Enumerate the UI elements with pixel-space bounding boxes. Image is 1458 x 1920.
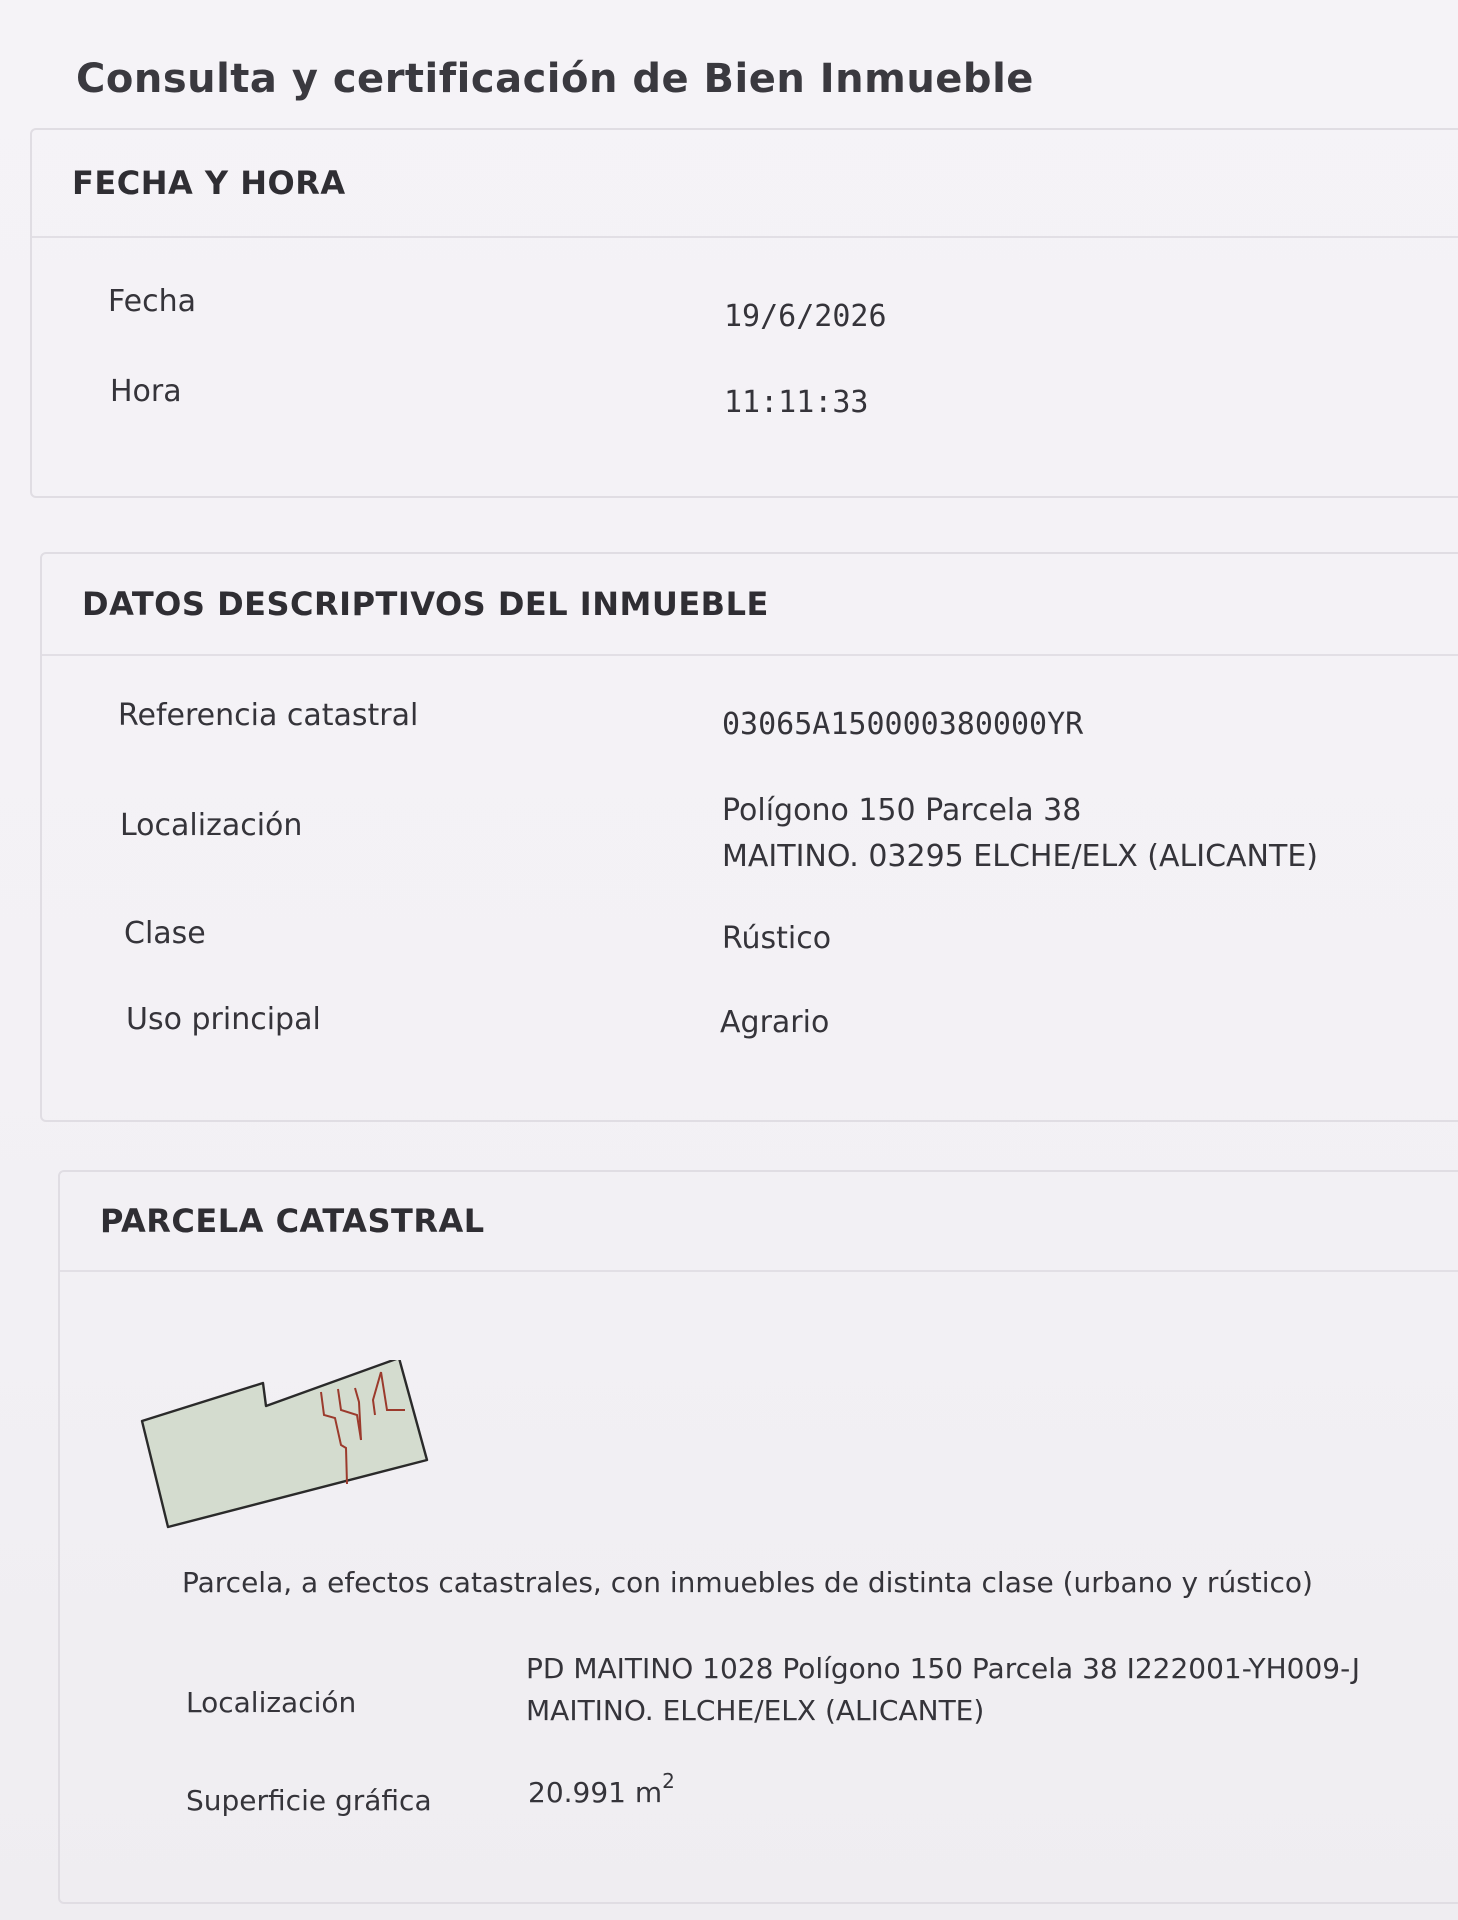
parcela-catastral-header — [60, 1172, 1458, 1272]
superficie-number: 20.991 m — [528, 1776, 663, 1809]
referencia-value: 03065A150000380000YR — [722, 707, 1084, 742]
parcela-localizacion-line1: PD MAITINO 1028 Polígono 150 Parcela 38 I222001-YH009-J — [526, 1652, 1361, 1685]
parcela-localizacion-line2: MAITINO. ELCHE/ELX (ALICANTE) — [526, 1694, 985, 1727]
localizacion-value-line1: Polígono 150 Parcela 38 — [722, 793, 1082, 828]
parcel-outline — [142, 1360, 427, 1527]
fecha-label: Fecha — [108, 284, 196, 319]
hora-label: Hora — [110, 374, 182, 409]
superficie-value — [528, 1769, 675, 1814]
hora-value: 11:11:33 — [724, 385, 869, 420]
clase-value: Rústico — [722, 921, 832, 956]
uso-principal-label: Uso principal — [126, 1002, 321, 1037]
fecha-value: 19/6/2026 — [724, 299, 887, 334]
parcel-map-sketch — [135, 1360, 435, 1540]
localizacion-value-line2: MAITINO. 03295 ELCHE/ELX (ALICANTE) — [722, 839, 1318, 874]
parcela-localizacion-label: Localización — [186, 1686, 357, 1719]
datos-descriptivos-heading: DATOS DESCRIPTIVOS DEL INMUEBLE — [82, 585, 769, 623]
fecha-hora-heading: FECHA Y HORA — [72, 164, 346, 202]
uso-principal-value: Agrario — [720, 1005, 830, 1040]
parcela-note: Parcela, a efectos catastrales, con inmuebles de distinta clase (urbano y rústico) — [182, 1566, 1313, 1599]
superficie-label: Superficie gráfica — [186, 1784, 432, 1817]
fecha-hora-header — [32, 130, 1458, 238]
superficie-exponent: 2 — [662, 1769, 675, 1793]
page-title: Consulta y certificación de Bien Inmueble — [76, 56, 1034, 102]
clase-label: Clase — [124, 916, 206, 951]
datos-descriptivos-header — [42, 554, 1458, 656]
referencia-label: Referencia catastral — [118, 698, 419, 733]
parcela-catastral-heading: PARCELA CATASTRAL — [100, 1202, 485, 1240]
localizacion-label: Localización — [120, 808, 303, 843]
